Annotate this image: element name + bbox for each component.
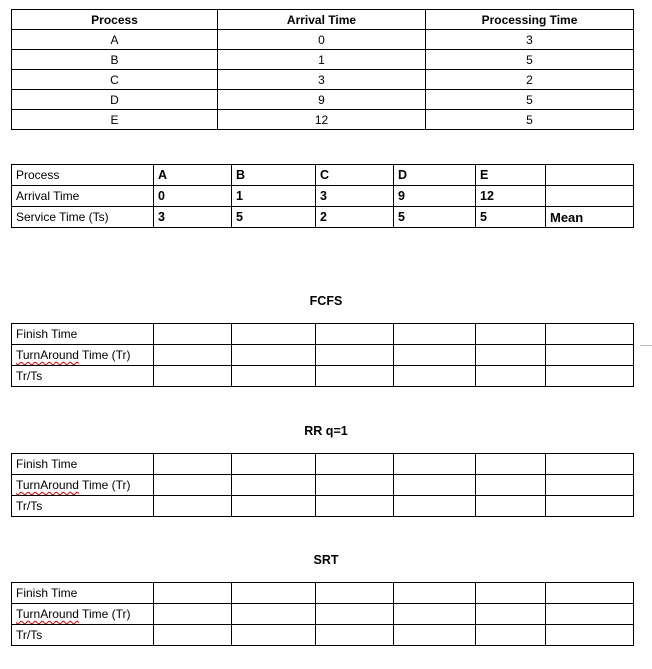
mean-label: Mean bbox=[546, 207, 634, 228]
entry-cell[interactable] bbox=[154, 496, 232, 517]
process-cell: C bbox=[316, 165, 394, 186]
entry-cell[interactable] bbox=[476, 324, 546, 345]
entry-cell[interactable] bbox=[154, 583, 232, 604]
service-cell: 3 bbox=[154, 207, 232, 228]
entry-cell[interactable] bbox=[316, 324, 394, 345]
process-cell: E bbox=[476, 165, 546, 186]
header-processing-time: Processing Time bbox=[426, 10, 634, 30]
entry-cell[interactable] bbox=[546, 324, 634, 345]
entry-cell[interactable] bbox=[546, 454, 634, 475]
entry-cell[interactable] bbox=[394, 475, 476, 496]
entry-cell[interactable] bbox=[394, 345, 476, 366]
entry-cell[interactable] bbox=[546, 583, 634, 604]
entry-cell[interactable] bbox=[154, 345, 232, 366]
entry-cell[interactable] bbox=[316, 625, 394, 646]
table-row bbox=[12, 50, 634, 70]
turnaround-row bbox=[12, 345, 634, 366]
turnaround-label bbox=[12, 475, 154, 496]
entry-cell[interactable] bbox=[546, 604, 634, 625]
rr-heading: RR q=1 bbox=[304, 424, 348, 438]
header-process: Process bbox=[12, 10, 218, 30]
entry-cell[interactable] bbox=[476, 625, 546, 646]
entry-cell[interactable] bbox=[316, 475, 394, 496]
cell-arrival: 12 bbox=[218, 110, 426, 130]
cell-process: C bbox=[12, 70, 218, 90]
entry-cell[interactable] bbox=[476, 475, 546, 496]
turnaround-label-rest: Time (Tr) bbox=[78, 478, 131, 492]
entry-cell[interactable] bbox=[232, 454, 316, 475]
entry-cell[interactable] bbox=[394, 454, 476, 475]
cell-arrival: 9 bbox=[218, 90, 426, 110]
ratio-label: Tr/Ts bbox=[12, 366, 154, 387]
spellcheck-word: TurnAround bbox=[16, 348, 79, 362]
entry-cell[interactable] bbox=[154, 625, 232, 646]
entry-cell[interactable] bbox=[154, 324, 232, 345]
entry-cell[interactable] bbox=[546, 366, 634, 387]
entry-cell[interactable] bbox=[476, 454, 546, 475]
cell-process: B bbox=[12, 50, 218, 70]
cell-process: D bbox=[12, 90, 218, 110]
empty-cell[interactable] bbox=[546, 186, 634, 207]
entry-cell[interactable] bbox=[394, 366, 476, 387]
turnaround-row bbox=[12, 475, 634, 496]
process-row bbox=[12, 165, 634, 186]
entry-cell[interactable] bbox=[546, 625, 634, 646]
entry-cell[interactable] bbox=[394, 625, 476, 646]
turnaround-row bbox=[12, 604, 634, 625]
entry-cell[interactable] bbox=[232, 496, 316, 517]
finish-time-label: Finish Time bbox=[12, 324, 154, 345]
arrival-cell: 3 bbox=[316, 186, 394, 207]
spellcheck-word: TurnAround bbox=[16, 607, 79, 621]
cell-processing: 5 bbox=[426, 110, 634, 130]
entry-cell[interactable] bbox=[154, 604, 232, 625]
cell-processing: 5 bbox=[426, 90, 634, 110]
service-row bbox=[12, 207, 634, 228]
empty-cell[interactable] bbox=[546, 165, 634, 186]
process-label: Process bbox=[12, 165, 154, 186]
turnaround-label bbox=[12, 604, 154, 625]
entry-cell[interactable] bbox=[154, 366, 232, 387]
cell-process: E bbox=[12, 110, 218, 130]
entry-cell[interactable] bbox=[316, 454, 394, 475]
rr-table bbox=[11, 453, 634, 517]
entry-cell[interactable] bbox=[476, 496, 546, 517]
entry-cell[interactable] bbox=[476, 345, 546, 366]
page-edge-line bbox=[640, 345, 652, 346]
entry-cell[interactable] bbox=[394, 324, 476, 345]
entry-cell[interactable] bbox=[394, 496, 476, 517]
cell-processing: 3 bbox=[426, 30, 634, 50]
turnaround-label-rest: Time (Tr) bbox=[78, 607, 131, 621]
spellcheck-word: TurnAround bbox=[16, 478, 79, 492]
arrival-row bbox=[12, 186, 634, 207]
table-row bbox=[12, 90, 634, 110]
process-table bbox=[11, 9, 634, 130]
service-cell: 5 bbox=[232, 207, 316, 228]
entry-cell[interactable] bbox=[316, 496, 394, 517]
arrival-cell: 9 bbox=[394, 186, 476, 207]
cell-arrival: 3 bbox=[218, 70, 426, 90]
srt-table bbox=[11, 582, 634, 646]
cell-processing: 5 bbox=[426, 50, 634, 70]
entry-cell[interactable] bbox=[546, 475, 634, 496]
entry-cell[interactable] bbox=[232, 625, 316, 646]
ratio-label: Tr/Ts bbox=[12, 496, 154, 517]
entry-cell[interactable] bbox=[232, 604, 316, 625]
entry-cell[interactable] bbox=[232, 583, 316, 604]
ratio-row bbox=[12, 366, 634, 387]
ratio-row bbox=[12, 496, 634, 517]
fcfs-table bbox=[11, 323, 634, 387]
entry-cell[interactable] bbox=[394, 583, 476, 604]
entry-cell[interactable] bbox=[316, 366, 394, 387]
process-cell: B bbox=[232, 165, 316, 186]
cell-processing: 2 bbox=[426, 70, 634, 90]
cell-arrival: 0 bbox=[218, 30, 426, 50]
table-row bbox=[12, 70, 634, 90]
fcfs-heading: FCFS bbox=[309, 294, 343, 308]
finish-time-row bbox=[12, 454, 634, 475]
table-header-row bbox=[12, 10, 634, 30]
entry-cell[interactable] bbox=[232, 475, 316, 496]
entry-cell[interactable] bbox=[316, 345, 394, 366]
finish-time-label: Finish Time bbox=[12, 583, 154, 604]
table-row bbox=[12, 30, 634, 50]
entry-cell[interactable] bbox=[476, 366, 546, 387]
table-row bbox=[12, 110, 634, 130]
entry-cell[interactable] bbox=[154, 454, 232, 475]
turnaround-label-rest: Time (Tr) bbox=[78, 348, 131, 362]
process-cell: D bbox=[394, 165, 476, 186]
entry-cell[interactable] bbox=[232, 324, 316, 345]
ratio-row bbox=[12, 625, 634, 646]
entry-cell[interactable] bbox=[232, 366, 316, 387]
finish-time-label: Finish Time bbox=[12, 454, 154, 475]
service-label: Service Time (Ts) bbox=[12, 207, 154, 228]
srt-heading: SRT bbox=[313, 553, 339, 567]
entry-cell[interactable] bbox=[316, 583, 394, 604]
entry-cell[interactable] bbox=[154, 475, 232, 496]
arrival-cell: 12 bbox=[476, 186, 546, 207]
finish-time-row bbox=[12, 324, 634, 345]
service-cell: 5 bbox=[476, 207, 546, 228]
header-arrival-time: Arrival Time bbox=[218, 10, 426, 30]
process-cell: A bbox=[154, 165, 232, 186]
entry-cell[interactable] bbox=[232, 345, 316, 366]
turnaround-label bbox=[12, 345, 154, 366]
entry-cell[interactable] bbox=[476, 583, 546, 604]
entry-cell[interactable] bbox=[546, 345, 634, 366]
cell-arrival: 1 bbox=[218, 50, 426, 70]
arrival-cell: 0 bbox=[154, 186, 232, 207]
service-cell: 2 bbox=[316, 207, 394, 228]
arrival-cell: 1 bbox=[232, 186, 316, 207]
ratio-label: Tr/Ts bbox=[12, 625, 154, 646]
entry-cell[interactable] bbox=[476, 604, 546, 625]
arrival-label: Arrival Time bbox=[12, 186, 154, 207]
entry-cell[interactable] bbox=[316, 604, 394, 625]
service-time-table bbox=[11, 164, 634, 228]
finish-time-row bbox=[12, 583, 634, 604]
cell-process: A bbox=[12, 30, 218, 50]
entry-cell[interactable] bbox=[394, 604, 476, 625]
entry-cell[interactable] bbox=[546, 496, 634, 517]
service-cell: 5 bbox=[394, 207, 476, 228]
